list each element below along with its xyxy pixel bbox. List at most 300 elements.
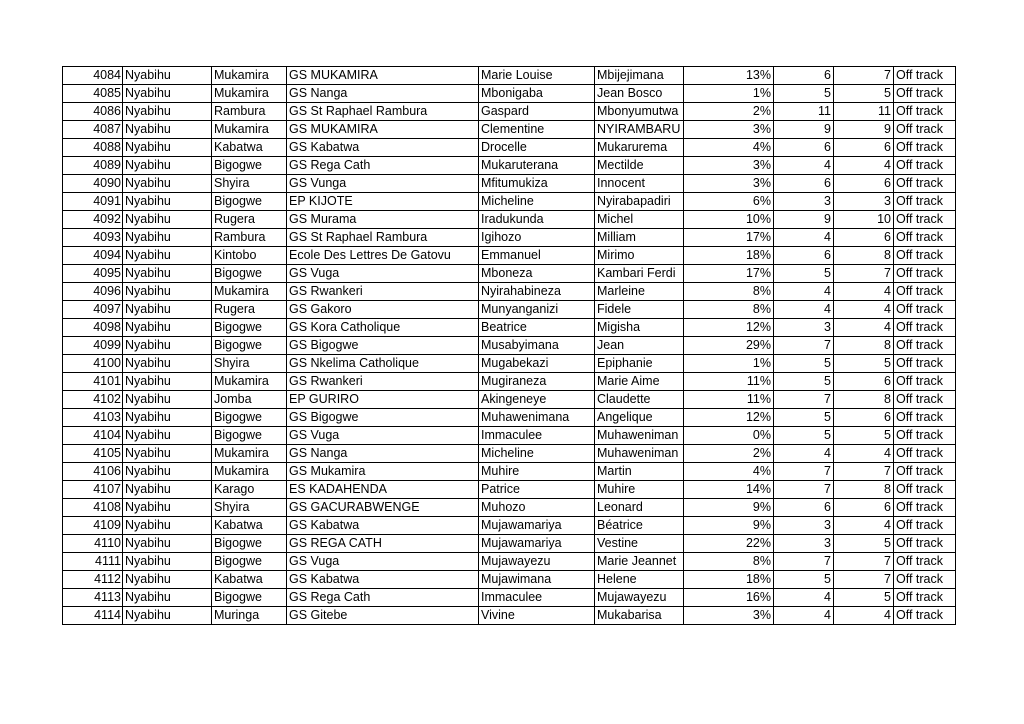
last-name-cell: Kambari Ferdi xyxy=(595,265,684,283)
percent-cell: 12% xyxy=(684,319,774,337)
value-b-cell: 4 xyxy=(834,445,894,463)
value-a-cell: 5 xyxy=(774,265,834,283)
table-row xyxy=(63,571,956,589)
value-b-cell: 6 xyxy=(834,229,894,247)
school-cell: GS Kora Catholique xyxy=(287,319,479,337)
status-cell: Off track xyxy=(894,157,956,175)
last-name-cell: Jean xyxy=(595,337,684,355)
school-cell: GS MUKAMIRA xyxy=(287,121,479,139)
value-a-cell: 4 xyxy=(774,283,834,301)
value-b-cell: 5 xyxy=(834,589,894,607)
last-name-cell: Angelique xyxy=(595,409,684,427)
percent-cell: 18% xyxy=(684,571,774,589)
last-name-cell: Nyirabapadiri xyxy=(595,193,684,211)
sector-cell: Mukamira xyxy=(212,373,287,391)
last-name-cell: Epiphanie xyxy=(595,355,684,373)
value-a-cell: 3 xyxy=(774,517,834,535)
value-a-cell: 4 xyxy=(774,157,834,175)
sector-cell: Bigogwe xyxy=(212,589,287,607)
percent-cell: 13% xyxy=(684,67,774,85)
last-name-cell: Leonard xyxy=(595,499,684,517)
value-b-cell: 3 xyxy=(834,193,894,211)
district-cell: Nyabihu xyxy=(123,499,212,517)
last-name-cell: Marie Jeannet xyxy=(595,553,684,571)
value-b-cell: 4 xyxy=(834,283,894,301)
value-b-cell: 7 xyxy=(834,553,894,571)
table-row xyxy=(63,247,956,265)
percent-cell: 17% xyxy=(684,265,774,283)
row-id-cell: 4095 xyxy=(63,265,123,283)
first-name-cell: Emmanuel xyxy=(479,247,595,265)
table-row xyxy=(63,67,956,85)
value-a-cell: 4 xyxy=(774,445,834,463)
first-name-cell: Nyirahabineza xyxy=(479,283,595,301)
district-cell: Nyabihu xyxy=(123,67,212,85)
table-row xyxy=(63,319,956,337)
table-row xyxy=(63,193,956,211)
percent-cell: 3% xyxy=(684,175,774,193)
percent-cell: 2% xyxy=(684,445,774,463)
percent-cell: 8% xyxy=(684,283,774,301)
table-row xyxy=(63,391,956,409)
value-b-cell: 5 xyxy=(834,427,894,445)
table-row xyxy=(63,355,956,373)
last-name-cell: Mectilde xyxy=(595,157,684,175)
data-table xyxy=(62,66,956,625)
sector-cell: Bigogwe xyxy=(212,427,287,445)
value-a-cell: 6 xyxy=(774,175,834,193)
district-cell: Nyabihu xyxy=(123,265,212,283)
sector-cell: Bigogwe xyxy=(212,535,287,553)
last-name-cell: Muhaweniman xyxy=(595,445,684,463)
row-id-cell: 4085 xyxy=(63,85,123,103)
school-cell: GS Vuga xyxy=(287,427,479,445)
table-row xyxy=(63,103,956,121)
row-id-cell: 4092 xyxy=(63,211,123,229)
status-cell: Off track xyxy=(894,337,956,355)
school-cell: GS MUKAMIRA xyxy=(287,67,479,85)
value-b-cell: 6 xyxy=(834,175,894,193)
row-id-cell: 4093 xyxy=(63,229,123,247)
last-name-cell: Mujawayezu xyxy=(595,589,684,607)
last-name-cell: Milliam xyxy=(595,229,684,247)
school-cell: GS Bigogwe xyxy=(287,409,479,427)
value-b-cell: 7 xyxy=(834,463,894,481)
sector-cell: Rambura xyxy=(212,229,287,247)
last-name-cell: Migisha xyxy=(595,319,684,337)
percent-cell: 3% xyxy=(684,157,774,175)
school-cell: GS Kabatwa xyxy=(287,517,479,535)
value-a-cell: 3 xyxy=(774,535,834,553)
school-cell: ES KADAHENDA xyxy=(287,481,479,499)
first-name-cell: Munyanganizi xyxy=(479,301,595,319)
first-name-cell: Mujawamariya xyxy=(479,535,595,553)
last-name-cell: Muhaweniman xyxy=(595,427,684,445)
value-a-cell: 7 xyxy=(774,391,834,409)
district-cell: Nyabihu xyxy=(123,481,212,499)
table-row xyxy=(63,121,956,139)
percent-cell: 1% xyxy=(684,355,774,373)
first-name-cell: Immaculee xyxy=(479,589,595,607)
percent-cell: 0% xyxy=(684,427,774,445)
percent-cell: 18% xyxy=(684,247,774,265)
row-id-cell: 4108 xyxy=(63,499,123,517)
percent-cell: 10% xyxy=(684,211,774,229)
school-cell: GS Vuga xyxy=(287,265,479,283)
status-cell: Off track xyxy=(894,139,956,157)
sector-cell: Mukamira xyxy=(212,85,287,103)
row-id-cell: 4102 xyxy=(63,391,123,409)
row-id-cell: 4098 xyxy=(63,319,123,337)
district-cell: Nyabihu xyxy=(123,427,212,445)
last-name-cell: Mbijejimana xyxy=(595,67,684,85)
status-cell: Off track xyxy=(894,373,956,391)
school-cell: GS Rwankeri xyxy=(287,283,479,301)
school-cell: GS Vunga xyxy=(287,175,479,193)
percent-cell: 2% xyxy=(684,103,774,121)
value-a-cell: 4 xyxy=(774,301,834,319)
last-name-cell: Mukarurema xyxy=(595,139,684,157)
row-id-cell: 4109 xyxy=(63,517,123,535)
table-row xyxy=(63,463,956,481)
table-row xyxy=(63,283,956,301)
school-cell: GS Rega Cath xyxy=(287,157,479,175)
value-a-cell: 5 xyxy=(774,85,834,103)
table-body xyxy=(63,67,956,625)
status-cell: Off track xyxy=(894,121,956,139)
value-a-cell: 6 xyxy=(774,139,834,157)
first-name-cell: Gaspard xyxy=(479,103,595,121)
first-name-cell: Vivine xyxy=(479,607,595,625)
status-cell: Off track xyxy=(894,175,956,193)
percent-cell: 6% xyxy=(684,193,774,211)
school-cell: GS Nanga xyxy=(287,445,479,463)
row-id-cell: 4107 xyxy=(63,481,123,499)
value-a-cell: 3 xyxy=(774,193,834,211)
first-name-cell: Immaculee xyxy=(479,427,595,445)
first-name-cell: Micheline xyxy=(479,445,595,463)
district-cell: Nyabihu xyxy=(123,355,212,373)
value-b-cell: 7 xyxy=(834,67,894,85)
table-row xyxy=(63,373,956,391)
row-id-cell: 4106 xyxy=(63,463,123,481)
row-id-cell: 4091 xyxy=(63,193,123,211)
status-cell: Off track xyxy=(894,517,956,535)
sector-cell: Bigogwe xyxy=(212,157,287,175)
district-cell: Nyabihu xyxy=(123,553,212,571)
sector-cell: Rugera xyxy=(212,301,287,319)
status-cell: Off track xyxy=(894,571,956,589)
value-a-cell: 5 xyxy=(774,355,834,373)
value-a-cell: 5 xyxy=(774,373,834,391)
table-row xyxy=(63,175,956,193)
sector-cell: Mukamira xyxy=(212,463,287,481)
value-b-cell: 6 xyxy=(834,499,894,517)
first-name-cell: Igihozo xyxy=(479,229,595,247)
district-cell: Nyabihu xyxy=(123,103,212,121)
last-name-cell: Innocent xyxy=(595,175,684,193)
value-a-cell: 5 xyxy=(774,409,834,427)
value-b-cell: 5 xyxy=(834,85,894,103)
value-b-cell: 11 xyxy=(834,103,894,121)
value-b-cell: 4 xyxy=(834,301,894,319)
school-cell: GS Kabatwa xyxy=(287,571,479,589)
value-b-cell: 8 xyxy=(834,247,894,265)
value-b-cell: 4 xyxy=(834,319,894,337)
table-row xyxy=(63,499,956,517)
value-b-cell: 4 xyxy=(834,517,894,535)
percent-cell: 16% xyxy=(684,589,774,607)
table-row xyxy=(63,211,956,229)
status-cell: Off track xyxy=(894,247,956,265)
first-name-cell: Marie Louise xyxy=(479,67,595,85)
value-a-cell: 6 xyxy=(774,499,834,517)
last-name-cell: Mbonyumutwa xyxy=(595,103,684,121)
value-a-cell: 6 xyxy=(774,247,834,265)
value-b-cell: 6 xyxy=(834,409,894,427)
last-name-cell: Jean Bosco xyxy=(595,85,684,103)
sector-cell: Bigogwe xyxy=(212,553,287,571)
percent-cell: 17% xyxy=(684,229,774,247)
table-row xyxy=(63,607,956,625)
value-a-cell: 9 xyxy=(774,211,834,229)
sector-cell: Rambura xyxy=(212,103,287,121)
row-id-cell: 4112 xyxy=(63,571,123,589)
table-row xyxy=(63,517,956,535)
status-cell: Off track xyxy=(894,445,956,463)
status-cell: Off track xyxy=(894,283,956,301)
sector-cell: Mukamira xyxy=(212,283,287,301)
value-b-cell: 8 xyxy=(834,481,894,499)
row-id-cell: 4105 xyxy=(63,445,123,463)
last-name-cell: Helene xyxy=(595,571,684,589)
table-row xyxy=(63,481,956,499)
table-row xyxy=(63,301,956,319)
first-name-cell: Muhire xyxy=(479,463,595,481)
row-id-cell: 4114 xyxy=(63,607,123,625)
percent-cell: 4% xyxy=(684,463,774,481)
row-id-cell: 4110 xyxy=(63,535,123,553)
value-b-cell: 8 xyxy=(834,391,894,409)
school-cell: GS Vuga xyxy=(287,553,479,571)
table-row xyxy=(63,445,956,463)
value-a-cell: 7 xyxy=(774,337,834,355)
first-name-cell: Mujawayezu xyxy=(479,553,595,571)
school-cell: EP KIJOTE xyxy=(287,193,479,211)
first-name-cell: Mujawamariya xyxy=(479,517,595,535)
value-a-cell: 4 xyxy=(774,589,834,607)
percent-cell: 12% xyxy=(684,409,774,427)
first-name-cell: Micheline xyxy=(479,193,595,211)
first-name-cell: Mfitumukiza xyxy=(479,175,595,193)
school-cell: GS St Raphael Rambura xyxy=(287,229,479,247)
first-name-cell: Mujawimana xyxy=(479,571,595,589)
status-cell: Off track xyxy=(894,589,956,607)
last-name-cell: Martin xyxy=(595,463,684,481)
row-id-cell: 4103 xyxy=(63,409,123,427)
table-row xyxy=(63,229,956,247)
district-cell: Nyabihu xyxy=(123,607,212,625)
value-b-cell: 10 xyxy=(834,211,894,229)
row-id-cell: 4096 xyxy=(63,283,123,301)
district-cell: Nyabihu xyxy=(123,571,212,589)
percent-cell: 8% xyxy=(684,301,774,319)
percent-cell: 11% xyxy=(684,391,774,409)
last-name-cell: Mukabarisa xyxy=(595,607,684,625)
school-cell: GS Kabatwa xyxy=(287,139,479,157)
percent-cell: 22% xyxy=(684,535,774,553)
district-cell: Nyabihu xyxy=(123,517,212,535)
value-a-cell: 4 xyxy=(774,607,834,625)
sector-cell: Bigogwe xyxy=(212,193,287,211)
school-cell: GS REGA CATH xyxy=(287,535,479,553)
percent-cell: 1% xyxy=(684,85,774,103)
school-cell: GS Murama xyxy=(287,211,479,229)
table-row xyxy=(63,409,956,427)
district-cell: Nyabihu xyxy=(123,319,212,337)
percent-cell: 3% xyxy=(684,121,774,139)
row-id-cell: 4084 xyxy=(63,67,123,85)
district-cell: Nyabihu xyxy=(123,85,212,103)
district-cell: Nyabihu xyxy=(123,463,212,481)
district-cell: Nyabihu xyxy=(123,337,212,355)
sector-cell: Kabatwa xyxy=(212,571,287,589)
status-cell: Off track xyxy=(894,229,956,247)
value-a-cell: 6 xyxy=(774,67,834,85)
sector-cell: Mukamira xyxy=(212,121,287,139)
value-a-cell: 7 xyxy=(774,463,834,481)
district-cell: Nyabihu xyxy=(123,535,212,553)
district-cell: Nyabihu xyxy=(123,139,212,157)
value-a-cell: 3 xyxy=(774,319,834,337)
row-id-cell: 4087 xyxy=(63,121,123,139)
table-row xyxy=(63,139,956,157)
row-id-cell: 4088 xyxy=(63,139,123,157)
percent-cell: 14% xyxy=(684,481,774,499)
row-id-cell: 4089 xyxy=(63,157,123,175)
status-cell: Off track xyxy=(894,211,956,229)
sector-cell: Muringa xyxy=(212,607,287,625)
first-name-cell: Patrice xyxy=(479,481,595,499)
first-name-cell: Beatrice xyxy=(479,319,595,337)
first-name-cell: Mugabekazi xyxy=(479,355,595,373)
value-b-cell: 5 xyxy=(834,535,894,553)
status-cell: Off track xyxy=(894,103,956,121)
row-id-cell: 4097 xyxy=(63,301,123,319)
district-cell: Nyabihu xyxy=(123,391,212,409)
value-b-cell: 5 xyxy=(834,355,894,373)
table-row xyxy=(63,337,956,355)
status-cell: Off track xyxy=(894,409,956,427)
last-name-cell: Mirimo xyxy=(595,247,684,265)
school-cell: Ecole Des Lettres De Gatovu xyxy=(287,247,479,265)
percent-cell: 11% xyxy=(684,373,774,391)
first-name-cell: Mugiraneza xyxy=(479,373,595,391)
last-name-cell: Marie Aime xyxy=(595,373,684,391)
last-name-cell: Vestine xyxy=(595,535,684,553)
district-cell: Nyabihu xyxy=(123,157,212,175)
percent-cell: 8% xyxy=(684,553,774,571)
sector-cell: Shyira xyxy=(212,355,287,373)
status-cell: Off track xyxy=(894,85,956,103)
value-b-cell: 9 xyxy=(834,121,894,139)
school-cell: GS Nanga xyxy=(287,85,479,103)
percent-cell: 3% xyxy=(684,607,774,625)
district-cell: Nyabihu xyxy=(123,445,212,463)
district-cell: Nyabihu xyxy=(123,247,212,265)
row-id-cell: 4104 xyxy=(63,427,123,445)
table-row xyxy=(63,535,956,553)
value-a-cell: 5 xyxy=(774,571,834,589)
status-cell: Off track xyxy=(894,499,956,517)
status-cell: Off track xyxy=(894,535,956,553)
status-cell: Off track xyxy=(894,481,956,499)
row-id-cell: 4086 xyxy=(63,103,123,121)
row-id-cell: 4094 xyxy=(63,247,123,265)
status-cell: Off track xyxy=(894,463,956,481)
school-cell: EP GURIRO xyxy=(287,391,479,409)
first-name-cell: Mbonigaba xyxy=(479,85,595,103)
sector-cell: Rugera xyxy=(212,211,287,229)
percent-cell: 4% xyxy=(684,139,774,157)
value-b-cell: 8 xyxy=(834,337,894,355)
status-cell: Off track xyxy=(894,427,956,445)
last-name-cell: Fidele xyxy=(595,301,684,319)
sector-cell: Karago xyxy=(212,481,287,499)
row-id-cell: 4111 xyxy=(63,553,123,571)
value-b-cell: 7 xyxy=(834,265,894,283)
status-cell: Off track xyxy=(894,355,956,373)
school-cell: GS Rega Cath xyxy=(287,589,479,607)
school-cell: GS St Raphael Rambura xyxy=(287,103,479,121)
status-cell: Off track xyxy=(894,67,956,85)
district-cell: Nyabihu xyxy=(123,121,212,139)
district-cell: Nyabihu xyxy=(123,373,212,391)
school-cell: GS GACURABWENGE xyxy=(287,499,479,517)
table-row xyxy=(63,85,956,103)
first-name-cell: Akingeneye xyxy=(479,391,595,409)
sector-cell: Kabatwa xyxy=(212,517,287,535)
status-cell: Off track xyxy=(894,391,956,409)
status-cell: Off track xyxy=(894,265,956,283)
value-a-cell: 7 xyxy=(774,481,834,499)
value-b-cell: 6 xyxy=(834,139,894,157)
last-name-cell: NYIRAMBARU xyxy=(595,121,684,139)
status-cell: Off track xyxy=(894,553,956,571)
row-id-cell: 4113 xyxy=(63,589,123,607)
school-cell: GS Nkelima Catholique xyxy=(287,355,479,373)
sector-cell: Bigogwe xyxy=(212,319,287,337)
district-cell: Nyabihu xyxy=(123,301,212,319)
table-row xyxy=(63,553,956,571)
percent-cell: 9% xyxy=(684,499,774,517)
value-b-cell: 4 xyxy=(834,157,894,175)
district-cell: Nyabihu xyxy=(123,589,212,607)
last-name-cell: Michel xyxy=(595,211,684,229)
school-cell: GS Gitebe xyxy=(287,607,479,625)
table-row xyxy=(63,265,956,283)
row-id-cell: 4101 xyxy=(63,373,123,391)
district-cell: Nyabihu xyxy=(123,409,212,427)
value-a-cell: 4 xyxy=(774,229,834,247)
school-cell: GS Gakoro xyxy=(287,301,479,319)
percent-cell: 9% xyxy=(684,517,774,535)
value-a-cell: 7 xyxy=(774,553,834,571)
first-name-cell: Muhozo xyxy=(479,499,595,517)
value-a-cell: 9 xyxy=(774,121,834,139)
sector-cell: Kabatwa xyxy=(212,139,287,157)
last-name-cell: Marleine xyxy=(595,283,684,301)
